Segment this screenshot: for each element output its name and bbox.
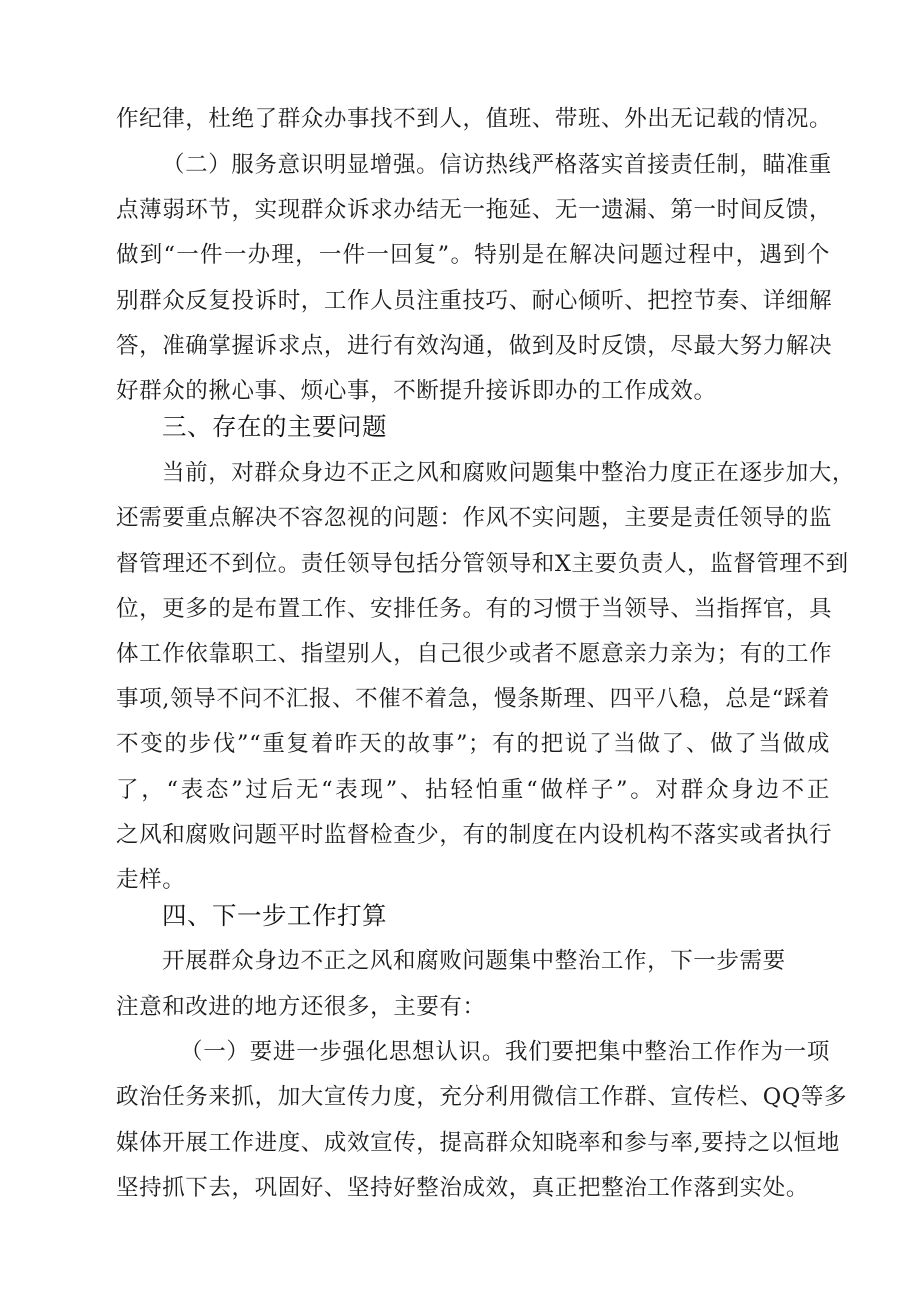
section-heading-problems: 三、存在的主要问题 xyxy=(162,412,387,441)
paragraph-line: 不变的步伐”“重复着昨天的故事”；有的把说了当做了、做了当做成 xyxy=(116,731,830,757)
paragraph-line: 督管理还不到位。责任领导包括分管领导和X主要负责人，监督管理不到 xyxy=(116,551,849,577)
paragraph-line: 位，更多的是布置工作、安排任务。有的习惯于当领导、当指挥官，具 xyxy=(116,596,833,622)
paragraph-line: 还需要重点解决不容忽视的问题：作风不实问题，主要是责任领导的监 xyxy=(116,505,833,531)
paragraph-line: 了，“表态”过后无“表现”、拈轻怕重“做样子”。对群众身边不正 xyxy=(116,777,830,803)
paragraph-line: 事项,领导不问不汇报、不催不着急，慢条斯理、四平八稳，总是“踩着 xyxy=(116,686,830,712)
paragraph-line: 当前，对群众身边不正之风和腐败问题集中整治力度正在逐步加大， xyxy=(162,460,856,486)
paragraph-line: （二）服务意识明显增强。信访热线严格落实首接责任制，瞄准重 xyxy=(162,152,832,178)
paragraph-line: 注意和改进的地方还很多，主要有： xyxy=(116,994,486,1020)
paragraph-line: 答，准确掌握诉求点，进行有效沟通，做到及时反馈，尽最大努力解决 xyxy=(116,333,833,359)
paragraph-line: 好群众的揪心事、烦心事，不断提升接诉即办的工作成效。 xyxy=(116,378,717,404)
paragraph-line: 作纪律，杜绝了群众办事找不到人，值班、带班、外出无记载的情况。 xyxy=(116,106,833,132)
paragraph-line: （一）要进一步强化思想认识。我们要把集中整治工作作为一项 xyxy=(180,1039,830,1065)
paragraph-line: 做到“一件一办理，一件一回复”。特别是在解决问题过程中，遇到个 xyxy=(116,242,830,268)
paragraph-line: 坚持抓下去，巩固好、坚持好整治成效，真正把整治工作落到实处。 xyxy=(116,1175,810,1201)
paragraph-line: 媒体开展工作进度、成效宣传，提高群众知晓率和参与率,要持之以恒地 xyxy=(116,1130,840,1156)
paragraph-line: 体工作依靠职工、指望别人，自己很少或者不愿意亲力亲为；有的工作 xyxy=(116,641,833,667)
paragraph-line: 点薄弱环节，实现群众诉求办结无一拖延、无一遗漏、第一时间反馈， xyxy=(116,197,833,223)
paragraph-line: 之风和腐败问题平时监督检查少，有的制度在内设机构不落实或者执行 xyxy=(116,822,833,848)
paragraph-line: 开展群众身边不正之风和腐败问题集中整治工作，下一步需要 xyxy=(162,948,786,974)
paragraph-line: 走样。 xyxy=(116,867,186,893)
paragraph-line: 别群众反复投诉时，工作人员注重技巧、耐心倾听、把控节奏、详细解 xyxy=(116,288,833,314)
paragraph-line: 政治任务来抓，加大宣传力度，充分利用微信工作群、宣传栏、QQ等多 xyxy=(116,1084,848,1110)
section-heading-next-steps: 四、下一步工作打算 xyxy=(162,901,387,930)
